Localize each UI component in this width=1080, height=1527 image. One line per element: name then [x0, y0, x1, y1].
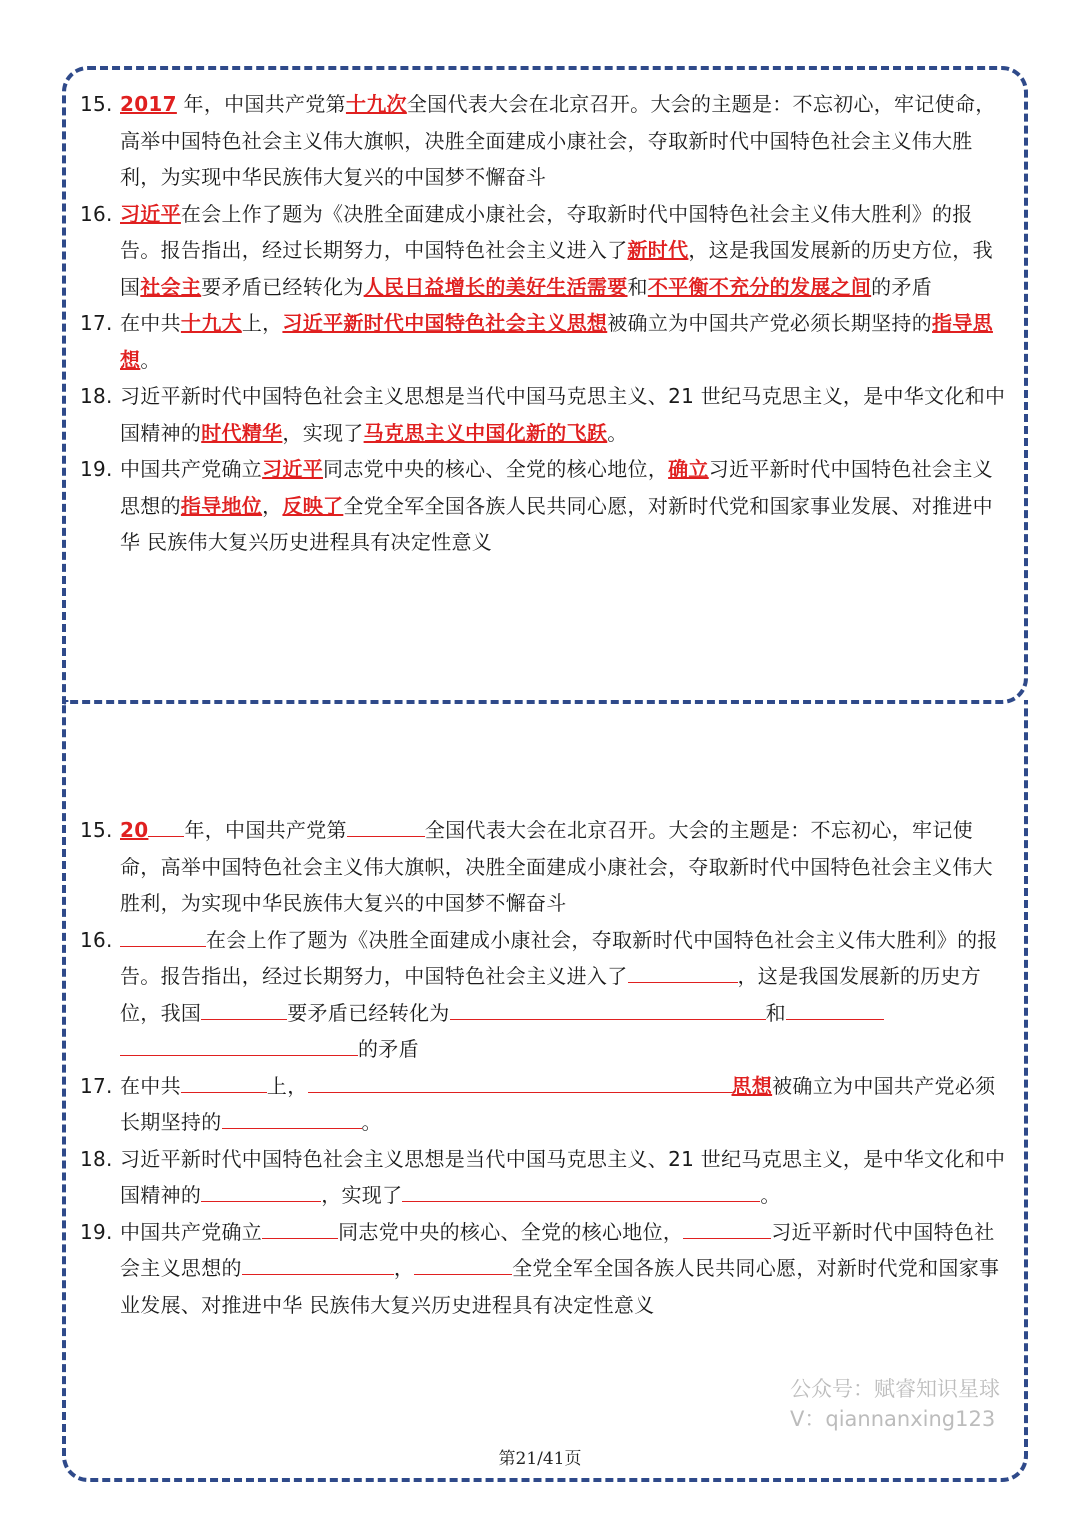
page-number: 第21/41页 [498, 1449, 582, 1469]
question-number: 16. [80, 201, 113, 226]
answer-highlight: 新时代 [627, 238, 689, 262]
answer-blank [120, 1033, 358, 1056]
answer-blank [262, 1216, 338, 1239]
answer-blank [222, 1106, 362, 1129]
question-text: 。 [607, 420, 628, 445]
question-text: 和 [765, 1000, 786, 1025]
question-text: 上， [266, 1073, 308, 1098]
answer-highlight: 指导地位 [180, 493, 263, 518]
answer-blank [628, 960, 738, 983]
answer-blank [201, 997, 287, 1020]
question-text: 。 [361, 1110, 382, 1134]
question-item [80, 1214, 1008, 1324]
answer-highlight: 习近平 [262, 457, 324, 481]
question-text: 全党全军全国各族人民共同心愿，对新时代党和国家事业发展、对推进中华 民族伟大复兴历史进程具有决定性意义 [120, 493, 993, 554]
question-item [80, 305, 1008, 378]
question-item [80, 196, 1008, 306]
answer-blank [347, 814, 425, 837]
question-text: 中国共产党确立 [120, 457, 263, 481]
question-number: 17. [80, 311, 113, 335]
question-item [80, 86, 1008, 196]
question-text: 的矛盾 [358, 1037, 419, 1061]
question-text: 。 [760, 1183, 781, 1207]
question-text: 上， [241, 311, 283, 335]
answer-blank [402, 1179, 760, 1202]
answer-blank [683, 1216, 771, 1239]
answer-blank [450, 997, 766, 1020]
answer-highlight: 不平衡不充分的发展之间 [647, 274, 872, 299]
question-text: 习近平新时代中国特色社会主义思想的 [120, 457, 993, 518]
answer-blank [414, 1252, 512, 1275]
fill-in-section [80, 812, 1008, 1323]
question-item [80, 812, 1008, 922]
question-text: 的矛盾 [871, 274, 933, 299]
question-number: 15. [80, 92, 113, 116]
question-text: ，实现了 [282, 420, 364, 445]
question-item [80, 378, 1008, 451]
answer-highlight: 反映了 [282, 493, 344, 518]
question-number: 16. [80, 927, 113, 952]
answer-highlight: 习近平 [120, 201, 181, 226]
answer-highlight: 时代精华 [201, 420, 283, 445]
answer-highlight: 人民日益增长的美好生活需要 [363, 274, 628, 299]
answer-blank [120, 924, 206, 947]
watermark [790, 1374, 1000, 1434]
answer-blank [201, 1179, 321, 1202]
question-text: 被确立为中国共产党必须长期坚持的 [607, 311, 933, 335]
watermark-contact: V：qiannanxing123 [790, 1407, 996, 1431]
answer-highlight: 十九大 [180, 311, 242, 335]
question-item [80, 922, 1008, 1068]
question-text: 中国共产党确立 [120, 1219, 263, 1244]
question-text: 习近平新时代中国特色社会主义思想是当代中国马克思主义、21 世纪马克思主义，是中华文化和中国精神的 [120, 384, 1006, 445]
answer-blank [242, 1252, 394, 1275]
answer-highlight: 十九次 [345, 92, 407, 116]
question-text: 要矛盾已经转化为 [287, 1000, 450, 1025]
question-text: 要矛盾已经转化为 [201, 274, 364, 299]
question-number: 19. [80, 1219, 113, 1244]
question-text: 年，中国共产党第 [184, 818, 347, 842]
question-text: 在会上作了题为《决胜全面建成小康社会，夺取新时代中国特色社会主义伟大胜利》的报告。报告指出，经过长期努力，中国特色社会主义进入了 [120, 201, 973, 262]
question-text: 被确立为中国共产党必须长期坚持的 [120, 1073, 996, 1134]
question-text: ，实现了 [321, 1183, 403, 1207]
question-text: 同志党中央的核心、全党的核心地位， [338, 1219, 684, 1244]
question-text: 和 [627, 274, 648, 299]
question-number: 19. [80, 457, 113, 481]
question-text: 习近平新时代中国特色社会主义思想是当代中国马克思主义、21 世纪马克思主义，是中华文化和中国精神的 [120, 1146, 1006, 1207]
question-item [80, 451, 1008, 561]
answer-blank [181, 1070, 267, 1093]
question-text: 全党全军全国各族人民共同心愿，对新时代党和国家事业发展、对推进中华 民族伟大复兴历史进程具有决定性意义 [120, 1256, 1000, 1317]
question-number: 18. [80, 1146, 113, 1171]
question-text: 年，中国共产党第 [176, 92, 346, 116]
answer-blank [786, 997, 884, 1020]
answer-highlight: 习近平新时代中国特色社会主义思想 [282, 311, 608, 335]
answer-section [80, 86, 1008, 561]
question-text: 同志党中央的核心、全党的核心地位， [323, 457, 669, 481]
answer-highlight: 2017 [120, 92, 177, 116]
question-text: ， [262, 493, 283, 518]
question-number: 17. [80, 1073, 113, 1098]
question-text: ，这是我国发展新的历史方位，我国 [120, 964, 982, 1025]
answer-highlight: 社会主 [140, 274, 202, 299]
answer-highlight: 思想 [731, 1073, 773, 1098]
answer-blank [148, 814, 184, 837]
question-text: 。 [140, 347, 161, 372]
question-text: 全国代表大会在北京召开。大会的主题是：不忘初心，牢记使命，高举中国特色社会主义伟大旗帜，决胜全面建成小康社会，夺取新时代中国特色社会主义伟大胜利，为实现中华民族伟大复兴的中国梦不懈奋斗 [120, 92, 996, 189]
question-text: ，这是我国发展新的历史方位，我国 [120, 238, 993, 299]
question-text: 全国代表大会在北京召开。大会的主题是：不忘初心，牢记使命，高举中国特色社会主义伟大旗帜，决胜全面建成小康社会，夺取新时代中国特色社会主义伟大胜利，为实现中华民族伟大复兴的中国梦不懈奋斗 [120, 818, 993, 915]
answer-blank [308, 1070, 732, 1093]
question-text: 在中共 [120, 311, 181, 335]
question-item [80, 1141, 1008, 1214]
answer-highlight: 马克思主义中国化新的飞跃 [363, 420, 608, 445]
answer-highlight: 20 [120, 818, 149, 842]
question-text: ， [393, 1256, 415, 1280]
watermark-account: 公众号：赋睿知识星球 [790, 1377, 1000, 1401]
question-text: 习近平新时代中国特色社会主义思想的 [120, 1219, 995, 1280]
question-number: 15. [80, 818, 113, 842]
answer-highlight: 指导思想 [120, 311, 993, 372]
question-number: 18. [80, 384, 113, 408]
answer-highlight: 确立 [668, 457, 709, 481]
question-item [80, 1068, 1008, 1141]
question-text: 在中共 [120, 1073, 181, 1098]
question-text: 在会上作了题为《决胜全面建成小康社会，夺取新时代中国特色社会主义伟大胜利》的报告。报告指出，经过长期努力，中国特色社会主义进入了 [120, 927, 998, 988]
